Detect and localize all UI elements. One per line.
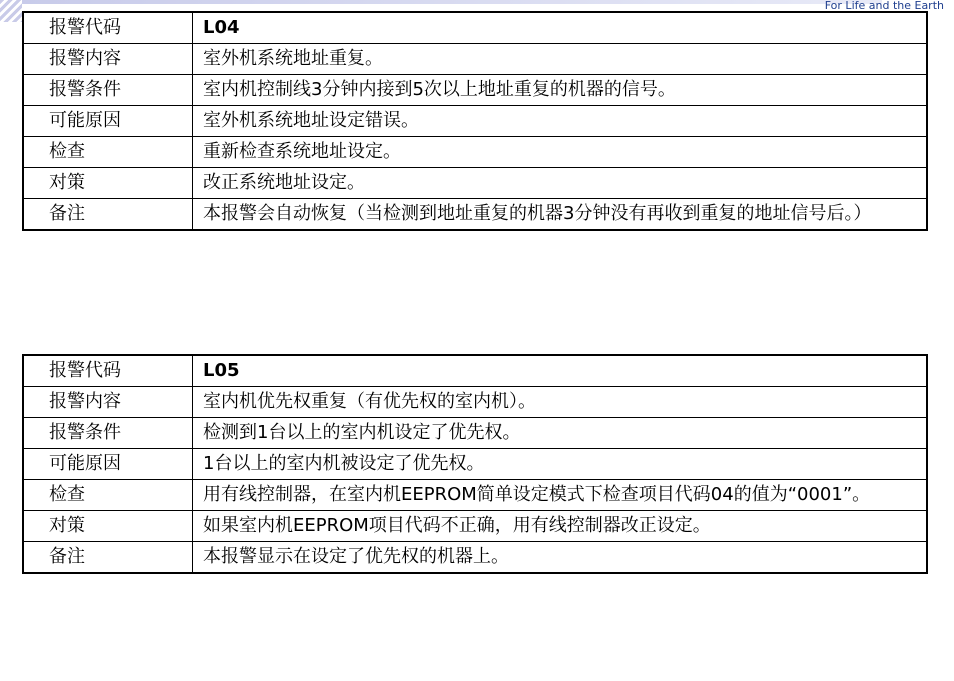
row-value: 室外机系统地址重复。: [193, 44, 928, 75]
table-row: [23, 449, 927, 480]
table-row: [23, 44, 927, 75]
header-bar: [22, 0, 882, 4]
table-row: [23, 418, 927, 449]
alarm-code: L04: [193, 12, 928, 44]
row-label: 检查: [23, 137, 193, 168]
table-row: [23, 355, 927, 387]
row-label: 对策: [23, 511, 193, 542]
row-value: 如果室内机EEPROM项目代码不正确，用有线控制器改正设定。: [193, 511, 928, 542]
table-row: [23, 387, 927, 418]
row-value: 室内机优先权重复（有优先权的室内机）。: [193, 387, 928, 418]
table-row: [23, 199, 927, 231]
row-label: 报警条件: [23, 418, 193, 449]
row-label: 可能原因: [23, 449, 193, 480]
row-label: 报警内容: [23, 44, 193, 75]
row-label: 报警代码: [23, 355, 193, 387]
row-label: 对策: [23, 168, 193, 199]
table-row: [23, 480, 927, 511]
row-value: 检测到1台以上的室内机设定了优先权。: [193, 418, 928, 449]
brand-tagline: For Life and the Earth: [824, 0, 944, 12]
alarm-table-l04: [22, 11, 928, 231]
table-row: [23, 542, 927, 574]
alarm-code: L05: [193, 355, 928, 387]
row-value: 室外机系统地址设定错误。: [193, 106, 928, 137]
row-label: 报警内容: [23, 387, 193, 418]
row-value: 室内机控制线3分钟内接到5次以上地址重复的机器的信号。: [193, 75, 928, 106]
table-row: [23, 511, 927, 542]
alarm-table-l05: [22, 354, 928, 574]
row-label: 报警代码: [23, 12, 193, 44]
row-label: 备注: [23, 542, 193, 574]
row-label: 可能原因: [23, 106, 193, 137]
row-value: 本报警会自动恢复（当检测到地址重复的机器3分钟没有再收到重复的地址信号后。）: [193, 199, 928, 231]
table-row: [23, 168, 927, 199]
table-row: [23, 137, 927, 168]
row-value: 1台以上的室内机被设定了优先权。: [193, 449, 928, 480]
row-value: 重新检查系统地址设定。: [193, 137, 928, 168]
row-value: 用有线控制器，在室内机EEPROM简单设定模式下检查项目代码04的值为“0001”。: [193, 480, 928, 511]
corner-decoration: [0, 0, 22, 22]
table-row: [23, 75, 927, 106]
row-value: 本报警显示在设定了优先权的机器上。: [193, 542, 928, 574]
table-row: [23, 106, 927, 137]
row-value: 改正系统地址设定。: [193, 168, 928, 199]
table-row: [23, 12, 927, 44]
row-label: 报警条件: [23, 75, 193, 106]
row-label: 备注: [23, 199, 193, 231]
row-label: 检查: [23, 480, 193, 511]
